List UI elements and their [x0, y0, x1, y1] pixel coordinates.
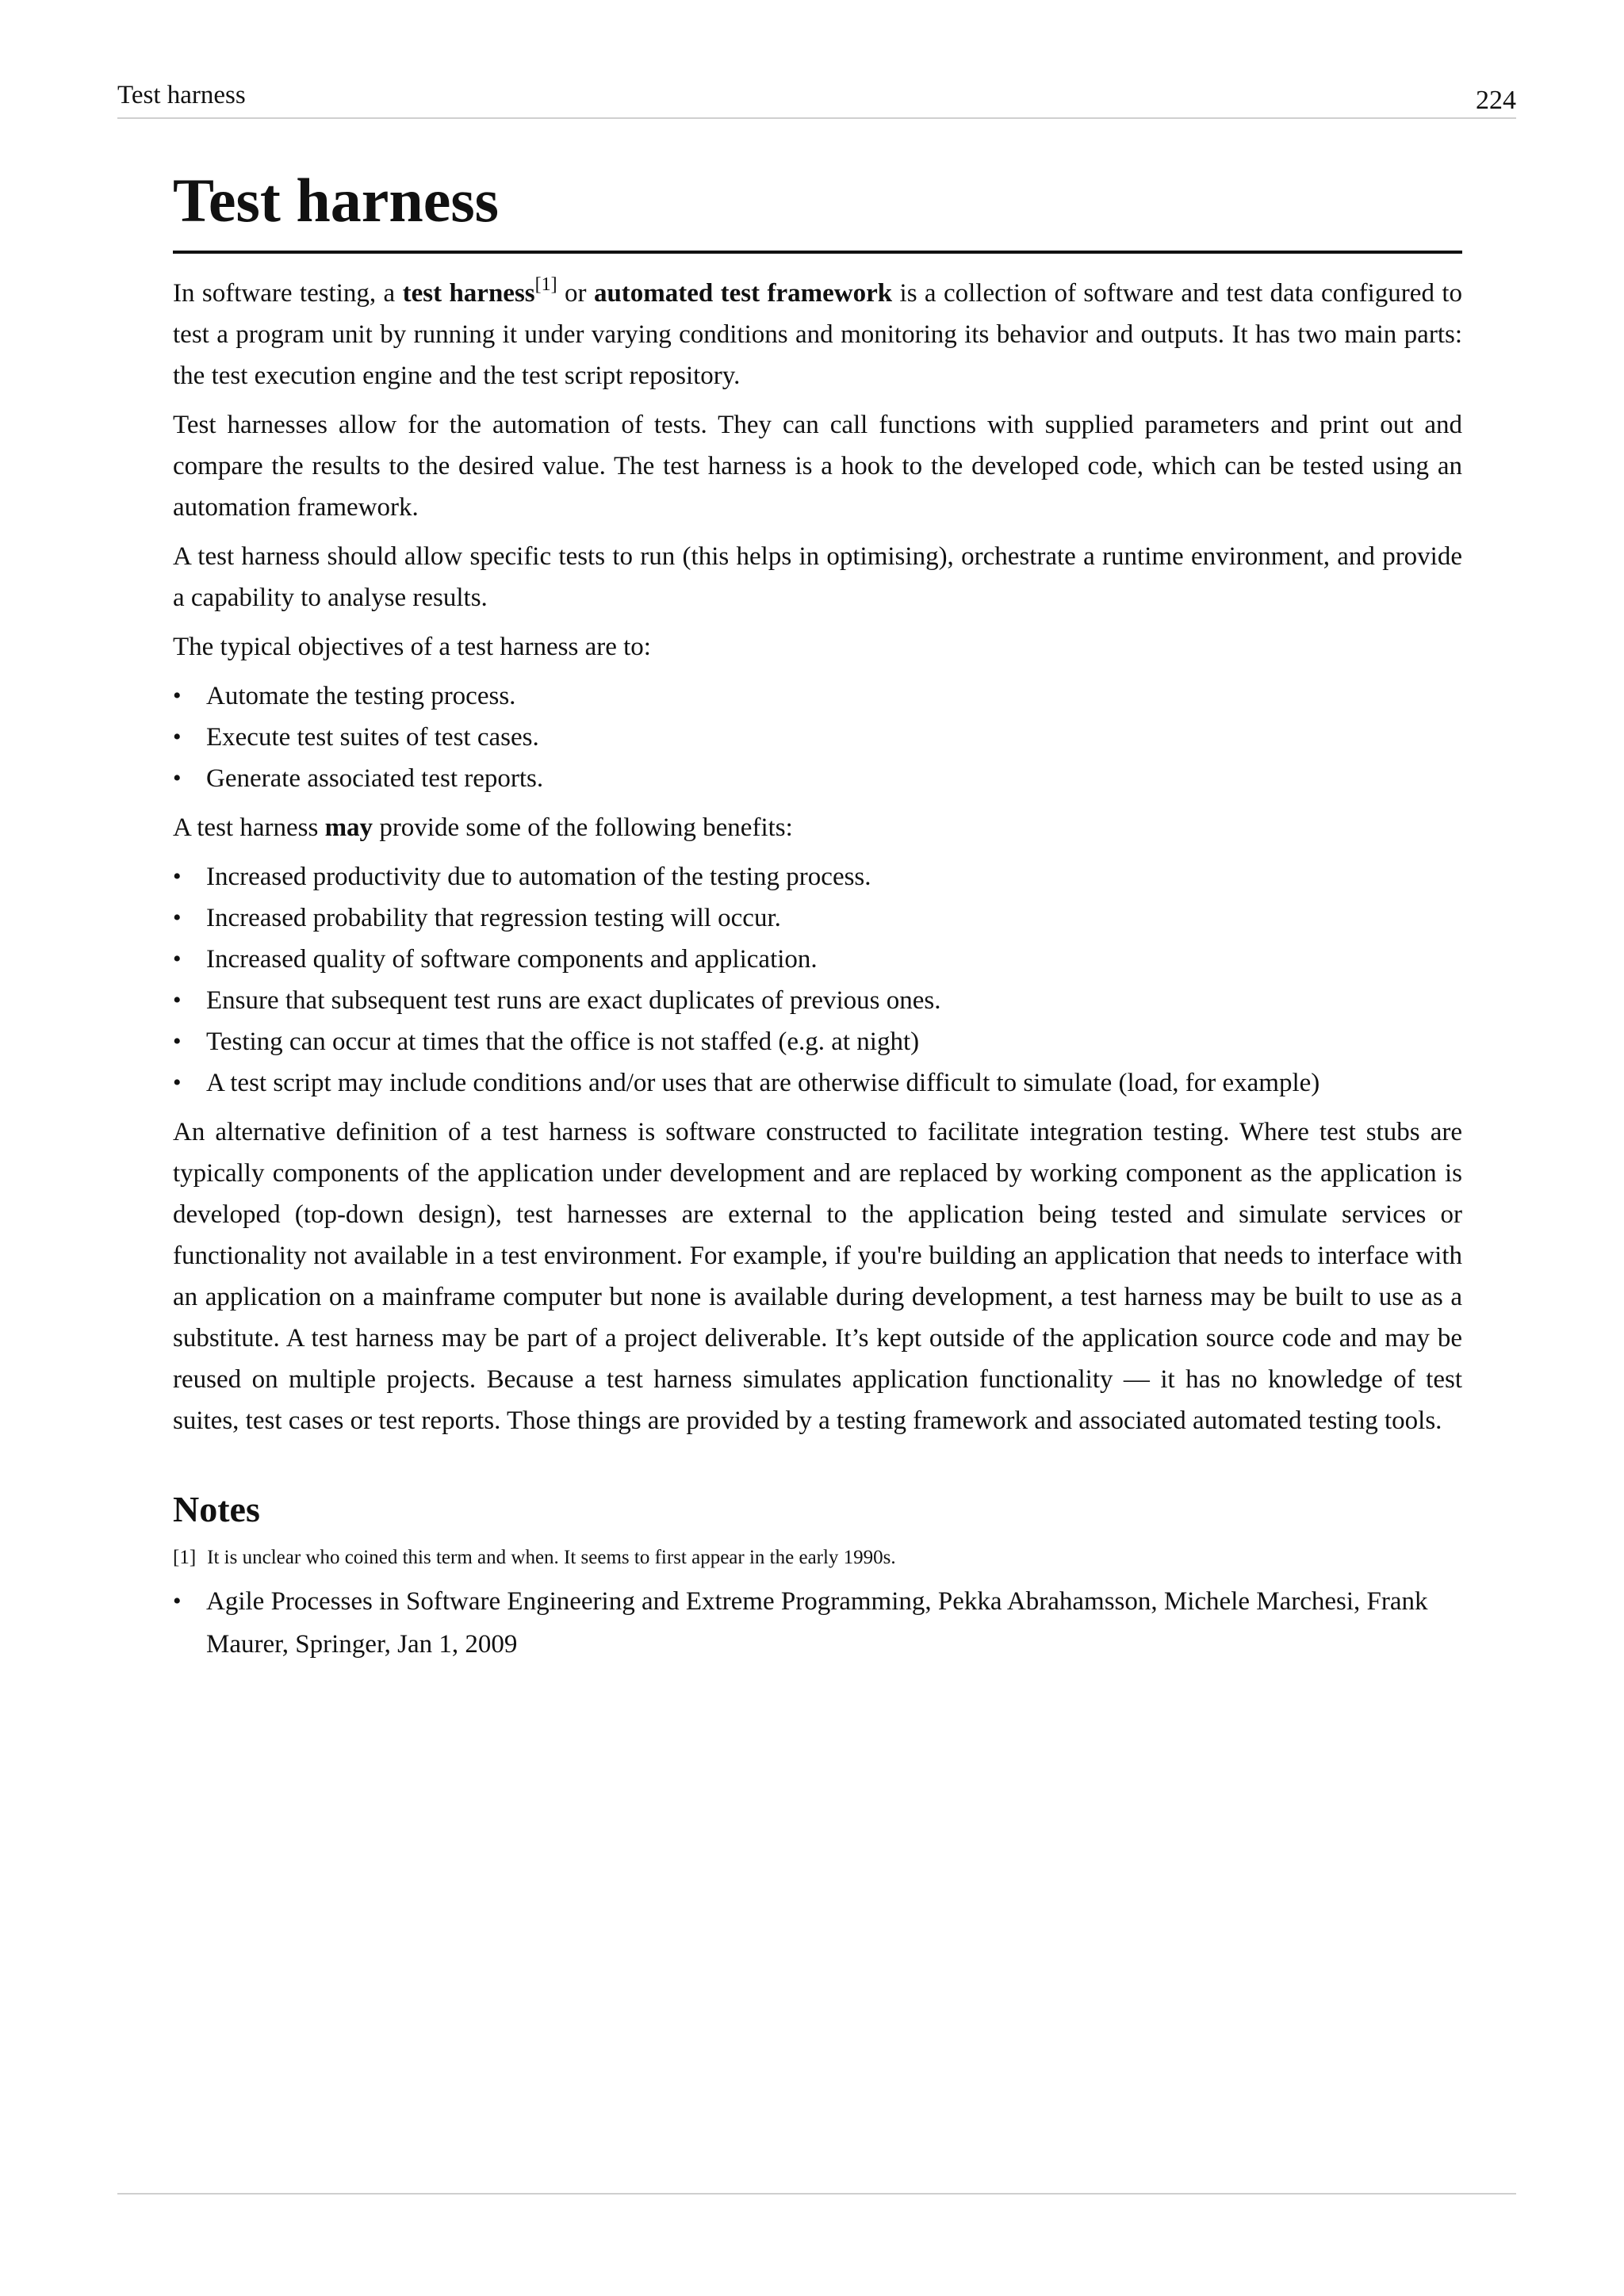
benefits-text-1: A test harness: [173, 813, 325, 842]
intro-paragraph: [173, 273, 1462, 396]
notes-heading: Notes: [173, 1488, 260, 1529]
objectives-list: [173, 675, 1462, 799]
paragraph-objectives-intro: The typical objectives of a test harness are to:: [173, 632, 651, 661]
bullet-icon: •: [173, 1027, 182, 1054]
benefits-list: [173, 856, 1462, 1104]
list-item: [173, 1021, 1462, 1062]
bullet-icon: •: [173, 1587, 182, 1614]
list-item-text: Automate the testing process.: [206, 681, 516, 710]
article-body: [173, 155, 1462, 1674]
list-item: [173, 758, 1462, 799]
list-item: [173, 1062, 1462, 1104]
running-header: [117, 76, 1516, 119]
paragraph-capabilities: A test harness should allow specific tests to run (this helps in optimising), orchestrate a runtime environment, and provide a capability to analyse results.: [173, 541, 1462, 612]
list-item: [173, 897, 1462, 939]
list-item: [173, 717, 1462, 758]
article-title: Test harness: [173, 155, 1462, 254]
footer-divider: [117, 2193, 1516, 2195]
intro-text-3: is a collection of software and test data configured to test a program unit by running it under varying conditions and monitoring its behavior and outputs. It has two main parts: the test execution engine and the test script repository.: [173, 278, 1463, 390]
intro-text-1: In software testing, a: [173, 278, 403, 308]
footnote-text: It is unclear who coined this term and when. It seems to first appear in the early 1990s.: [207, 1546, 896, 1568]
bullet-icon: •: [173, 764, 182, 791]
emphasis-may: may: [324, 813, 373, 842]
bullet-icon: •: [173, 986, 182, 1013]
list-item-text: Execute test suites of test cases.: [206, 722, 539, 752]
footnote-item: [173, 1542, 1462, 1574]
running-title: Test harness: [117, 81, 246, 109]
bullet-icon: •: [173, 904, 182, 931]
list-item-text: A test script may include conditions and/or uses that are otherwise difficult to simulate (load, for example): [206, 1068, 1320, 1097]
list-item: [173, 980, 1462, 1021]
references-list: [173, 1580, 1462, 1666]
citation-link-1[interactable]: [1]: [534, 274, 557, 295]
reference-text: Agile Processes in Software Engineering and Extreme Programming, Pekka Abrahamsson, Michele Marchesi, Frank Maurer, Springer, Jan 1, 2009: [206, 1586, 1428, 1659]
benefits-text-2: provide some of the following benefits:: [373, 813, 793, 842]
term-automated-test-framework: automated test framework: [593, 278, 893, 308]
list-item: [173, 675, 1462, 717]
bullet-icon: •: [173, 1069, 182, 1096]
paragraph-automation: Test harnesses allow for the automation of tests. They can call functions with supplied parameters and print out and compare the results to the desired value. The test harness is a hook to the developed code, which can be tested using an automation framework.: [173, 410, 1462, 522]
intro-text-2: or: [557, 278, 594, 308]
list-item-text: Ensure that subsequent test runs are exact duplicates of previous ones.: [206, 985, 941, 1015]
list-item-text: Increased productivity due to automation of the testing process.: [206, 862, 871, 891]
footnote-marker[interactable]: [1]: [173, 1546, 197, 1568]
term-test-harness: test harness: [402, 278, 535, 308]
paragraph-alternative-definition: An alternative definition of a test harness is software constructed to facilitate integration testing. Where test stubs are typically components of the application under development and are replaced by working component as the application is developed (top-down design), test harnesses are external to the application being tested and simulate services or functionality not available in a test environment. For example, if you're building an application that needs to interface with an application on a mainframe computer but none is available during development, a test harness may be built to use as a substitute. A test harness may be part of a project deliverable. It’s kept outside of the application source code and may be reused on multiple projects. Because a test harness simulates application functionality — it has no knowledge of test suites, test cases or test reports. Those things are provided by a testing framework and associated automated testing tools.: [173, 1117, 1462, 1435]
paragraph-benefits-intro: [173, 807, 1462, 848]
page-number: 224: [1476, 86, 1516, 115]
list-item-text: Testing can occur at times that the office is not staffed (e.g. at night): [206, 1027, 920, 1056]
bullet-icon: •: [173, 863, 182, 890]
list-item-text: Increased probability that regression testing will occur.: [206, 903, 781, 932]
bullet-icon: •: [173, 682, 182, 709]
list-item-text: Increased quality of software components and application.: [206, 944, 818, 974]
reference-item: [173, 1580, 1462, 1666]
bullet-icon: •: [173, 945, 182, 972]
list-item-text: Generate associated test reports.: [206, 763, 544, 793]
list-item: [173, 939, 1462, 980]
bullet-icon: •: [173, 723, 182, 750]
list-item: [173, 856, 1462, 897]
